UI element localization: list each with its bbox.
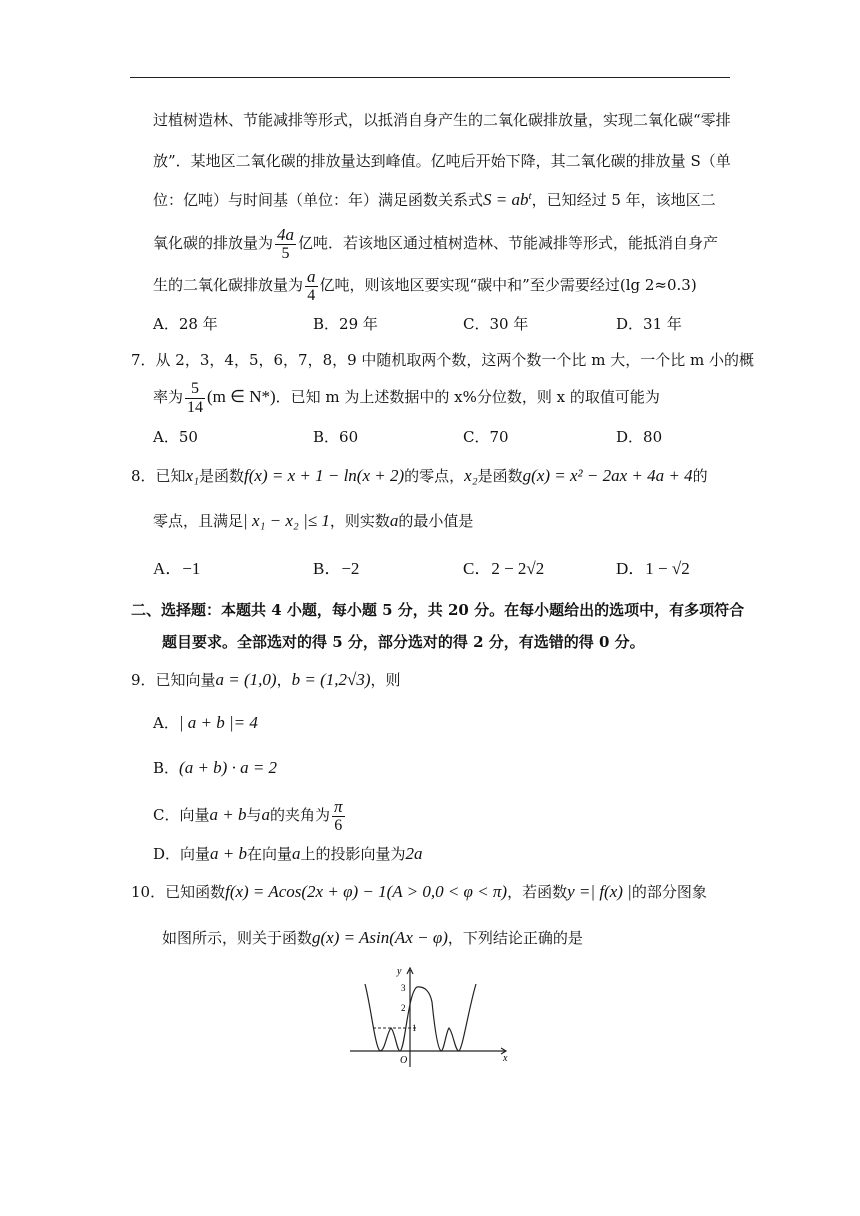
q6-option-a: A．28 年 bbox=[153, 315, 218, 333]
graph-curve bbox=[365, 984, 476, 1051]
fraction-5-over-14: $\frac{5}{14}$ bbox=[187, 379, 204, 416]
q9-option-b: B．(a + b) · a = 2 bbox=[153, 758, 278, 777]
q7-option-a: A．50 bbox=[153, 428, 198, 446]
x-axis-label: x bbox=[503, 1053, 508, 1064]
q8-option-d: D．1 − √2 bbox=[616, 559, 690, 578]
q7-line-2: 率为 $\frac{5}{14}$ (m ∈ N*)．已知 m 为上述数据中的 x%分位数，则 x 的取值可能为 bbox=[153, 379, 660, 416]
tick-label-2: 2 bbox=[401, 1003, 406, 1013]
q6-option-d: D．31 年 bbox=[616, 315, 682, 333]
q10-line-2: 如图所示，则关于函数g(x) = Asin(Ax − φ)，下列结论正确的是 bbox=[162, 928, 583, 947]
q8-option-a: A．−1 bbox=[153, 559, 201, 578]
y-axis-label: y bbox=[397, 966, 402, 977]
tick-label-1: 1 bbox=[412, 1023, 417, 1033]
fraction-4a-over-5: $\frac{4a}{5}$ bbox=[277, 224, 295, 262]
q6-line-5: 生的二氧化碳排放量为 $\frac{a}{4}$ 亿吨，则该地区要实现“碳中和”至少需要经过(lg 2≈0.3) bbox=[153, 266, 697, 304]
q6-line-3: 位：亿吨）与时间基（单位：年）满足函数关系式$S = ab^t$，已知经过 5 年，该地区二 bbox=[153, 190, 716, 209]
fraction-a-over-4: $\frac{a}{4}$ bbox=[307, 266, 316, 304]
q6-line-2: 放”．某地区二氧化碳的排放量达到峰值。亿吨后开始下降，其二氧化碳的排放量 S（单 bbox=[153, 152, 731, 170]
origin-label: O bbox=[400, 1055, 408, 1066]
q10-function-graph bbox=[345, 962, 515, 1072]
q7-line-1: 7．从 2，3，4，5，6，7，8，9 中随机取两个数，这两个数一个比 m 大，一个比 m 小的概 bbox=[131, 351, 754, 369]
q9-option-c: C．向量a + b与a的夹角为 $\frac{\pi}{6}$ bbox=[153, 796, 343, 834]
q9-option-a: A．| a + b |= 4 bbox=[153, 713, 258, 732]
q8-line-2: 零点，且满足| x₁ − x₂ |≤ 1，则实数a的最小值是 bbox=[153, 511, 474, 530]
q6-line-1: 过植树造林、节能减排等形式，以抵消自身产生的二氧化碳排放量，实现二氧化碳“零排 bbox=[153, 111, 731, 129]
fraction-pi-over-6: $\frac{\pi}{6}$ bbox=[334, 796, 343, 834]
q8-line-1: 8．已知x₁是函数f(x) = x + 1 − ln(x + 2)的零点，x₂是函数g(x) = x² − 2ax + 4a + 4的 bbox=[131, 466, 708, 485]
q7-option-b: B．60 bbox=[313, 428, 359, 446]
q9-stem: 9．已知向量a = (1,0)，b = (1,2√3)，则 bbox=[131, 670, 401, 689]
tick-label-3: 3 bbox=[401, 983, 406, 993]
q10-line-1: 10．已知函数f(x) = Acos(2x + φ) − 1(A > 0,0 < φ < π)，若函数y =| f(x) |的部分图象 bbox=[131, 882, 707, 901]
section-2-instructions: 题目要求。全部选对的得 5 分，部分选对的得 2 分，有选错的得 0 分。 bbox=[162, 633, 645, 651]
q9-option-d: D．向量a + b在向量a上的投影向量为2a bbox=[153, 844, 423, 863]
q6-line-4: 氧化碳的排放量为 $\frac{4a}{5}$ 亿吨．若该地区通过植树造林、节能减排等形式，能抵消自身产 bbox=[153, 224, 719, 262]
q6-option-c: C．30 年 bbox=[463, 315, 529, 333]
q6-option-b: B．29 年 bbox=[313, 315, 378, 333]
q7-option-c: C．70 bbox=[463, 428, 509, 446]
q8-option-b: B．−2 bbox=[313, 559, 360, 578]
header-rule bbox=[130, 77, 730, 78]
q8-option-c: C．2 − 2√2 bbox=[463, 559, 545, 578]
q7-option-d: D．80 bbox=[616, 428, 663, 446]
section-2-heading: 二、选择题：本题共 4 小题，每小题 5 分，共 20 分。在每小题给出的选项中，有多项符合 bbox=[131, 601, 745, 619]
